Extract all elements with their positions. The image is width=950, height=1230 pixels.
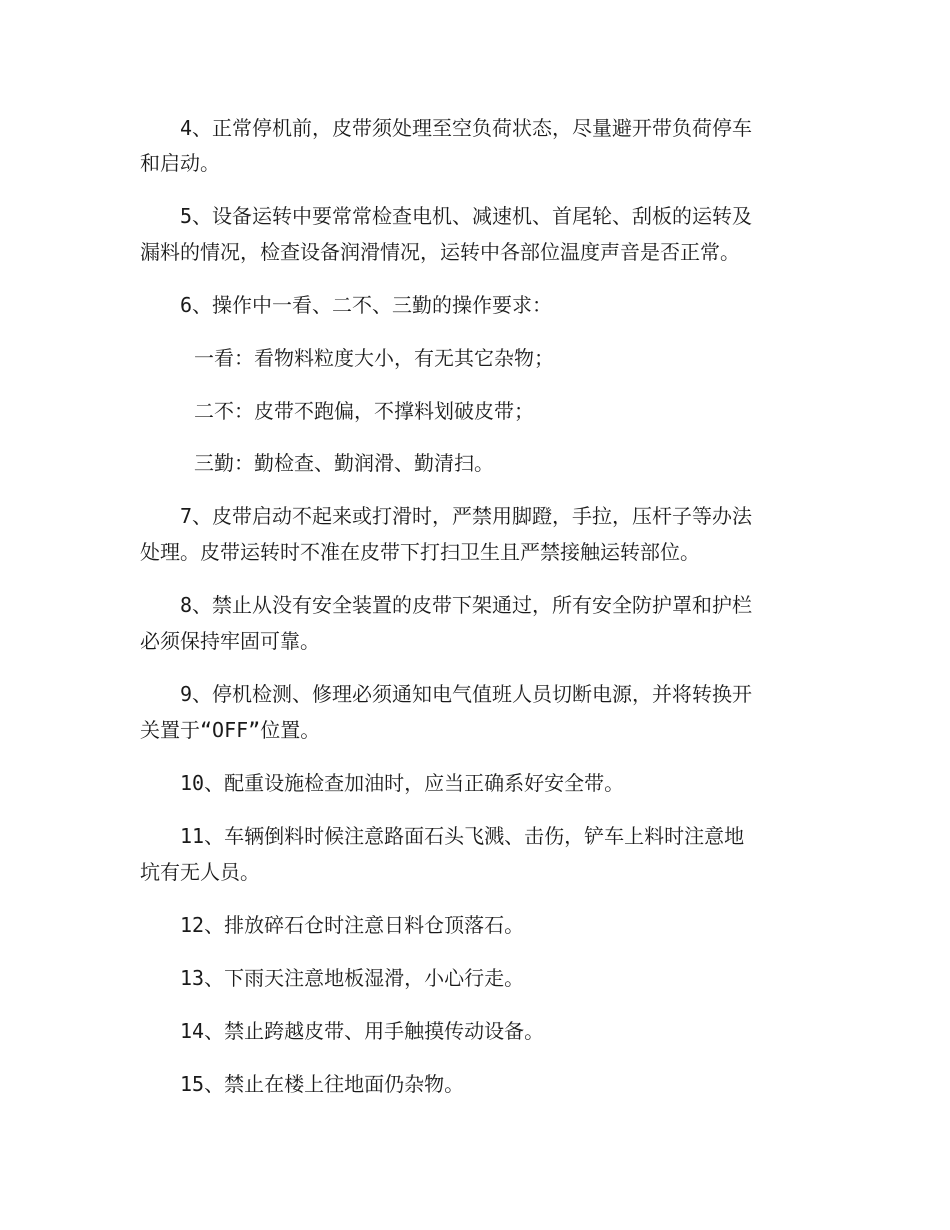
paragraph-line: 坑有无人员。 — [140, 860, 260, 884]
paragraph-line: 关置于“OFF”位置。 — [140, 718, 321, 742]
paragraph-line: 6、操作中一看、二不、三勤的操作要求： — [180, 293, 553, 317]
paragraph-line: 4、正常停机前，皮带须处理至空负荷状态，尽量避开带负荷停车 — [180, 116, 753, 140]
paragraph-line: 14、禁止跨越皮带、用手触摸传动设备。 — [180, 1019, 545, 1043]
paragraph-line: 8、禁止从没有安全装置的皮带下架通过，所有安全防护罩和护栏 — [180, 593, 753, 617]
paragraph-line: 漏料的情况，检查设备润滑情况，运转中各部位温度声音是否正常。 — [140, 240, 740, 264]
paragraph-line: 三勤：勤检查、勤润滑、勤清扫。 — [194, 451, 494, 475]
paragraph-line: 二不：皮带不跑偏，不撑料划破皮带； — [194, 399, 534, 423]
paragraph-line: 必须保持牢固可靠。 — [140, 629, 320, 653]
paragraph-line: 15、禁止在楼上往地面仍杂物。 — [180, 1072, 465, 1096]
paragraph-line: 9、停机检测、修理必须通知电气值班人员切断电源，并将转换开 — [180, 682, 753, 706]
paragraph-line: 12、排放碎石仓时注意日料仓顶落石。 — [180, 913, 525, 937]
paragraph-line: 一看：看物料粒度大小，有无其它杂物； — [194, 346, 554, 370]
paragraph-line: 处理。皮带运转时不准在皮带下打扫卫生且严禁接触运转部位。 — [140, 540, 700, 564]
paragraph-line: 5、设备运转中要常常检查电机、减速机、首尾轮、刮板的运转及 — [180, 204, 753, 228]
paragraph-line: 13、下雨天注意地板湿滑，小心行走。 — [180, 966, 525, 990]
paragraph-line: 10、配重设施检查加油时，应当正确系好安全带。 — [180, 771, 625, 795]
paragraph-line: 11、车辆倒料时候注意路面石头飞溅、击伤，铲车上料时注意地 — [180, 824, 745, 848]
paragraph-line: 和启动。 — [140, 151, 220, 175]
paragraph-line: 7、皮带启动不起来或打滑时，严禁用脚蹬，手拉，压杆子等办法 — [180, 504, 753, 528]
